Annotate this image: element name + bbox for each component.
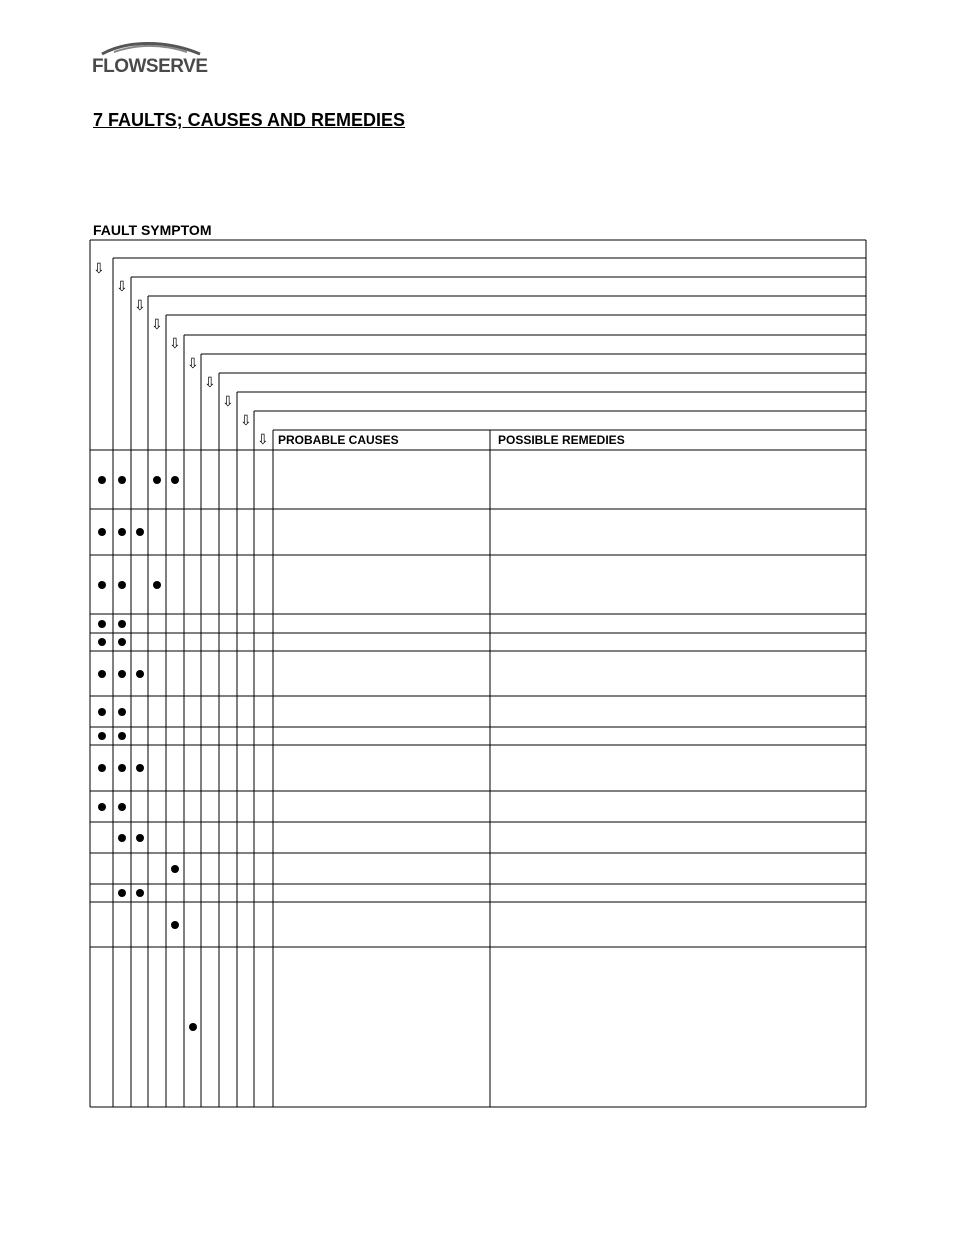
- symptom-dot: [136, 834, 144, 842]
- symptom-dot: [153, 581, 161, 589]
- symptom-dot: [118, 581, 126, 589]
- symptom-dot: [98, 581, 106, 589]
- down-arrow-icon: ⇩: [187, 356, 199, 372]
- symptom-dot: [118, 670, 126, 678]
- symptom-dot: [136, 764, 144, 772]
- down-arrow-icon: ⇩: [151, 317, 163, 333]
- symptom-dot: [153, 476, 161, 484]
- symptom-dot: [118, 638, 126, 646]
- down-arrow-icon: ⇩: [222, 394, 234, 410]
- symptom-dot: [118, 834, 126, 842]
- symptom-dot: [98, 708, 106, 716]
- symptom-dot: [98, 620, 106, 628]
- symptom-dot: [98, 764, 106, 772]
- symptom-dot: [98, 670, 106, 678]
- possible-remedies-header: POSSIBLE REMEDIES: [498, 433, 625, 447]
- symptom-dot: [98, 732, 106, 740]
- symptom-dot: [171, 865, 179, 873]
- symptom-dot: [98, 528, 106, 536]
- down-arrow-icon: ⇩: [134, 298, 146, 314]
- down-arrow-icon: ⇩: [240, 413, 252, 429]
- symptom-dot: [189, 1023, 197, 1031]
- probable-causes-header: PROBABLE CAUSES: [278, 433, 399, 447]
- down-arrow-icon: ⇩: [116, 279, 128, 295]
- symptom-dot: [118, 620, 126, 628]
- symptom-dot: [118, 732, 126, 740]
- down-arrow-icon: ⇩: [257, 432, 269, 448]
- symptom-dot: [171, 921, 179, 929]
- symptom-dot: [171, 476, 179, 484]
- symptom-dot: [98, 638, 106, 646]
- logo-text: FLOWSERVE: [92, 56, 208, 77]
- symptom-dot: [118, 708, 126, 716]
- symptom-dot: [118, 476, 126, 484]
- down-arrow-icon: ⇩: [93, 261, 105, 277]
- symptom-dot: [98, 803, 106, 811]
- fault-symptom-label: FAULT SYMPTOM: [93, 222, 212, 238]
- symptom-dot: [136, 670, 144, 678]
- symptom-dot: [118, 889, 126, 897]
- symptom-dot: [118, 528, 126, 536]
- symptom-dot: [136, 889, 144, 897]
- down-arrow-icon: ⇩: [169, 336, 181, 352]
- symptom-dot: [118, 764, 126, 772]
- down-arrow-icon: ⇩: [204, 375, 216, 391]
- symptom-dot: [118, 803, 126, 811]
- page-title: 7 FAULTS; CAUSES AND REMEDIES: [93, 110, 406, 130]
- symptom-dot: [136, 528, 144, 536]
- symptom-dot: [98, 476, 106, 484]
